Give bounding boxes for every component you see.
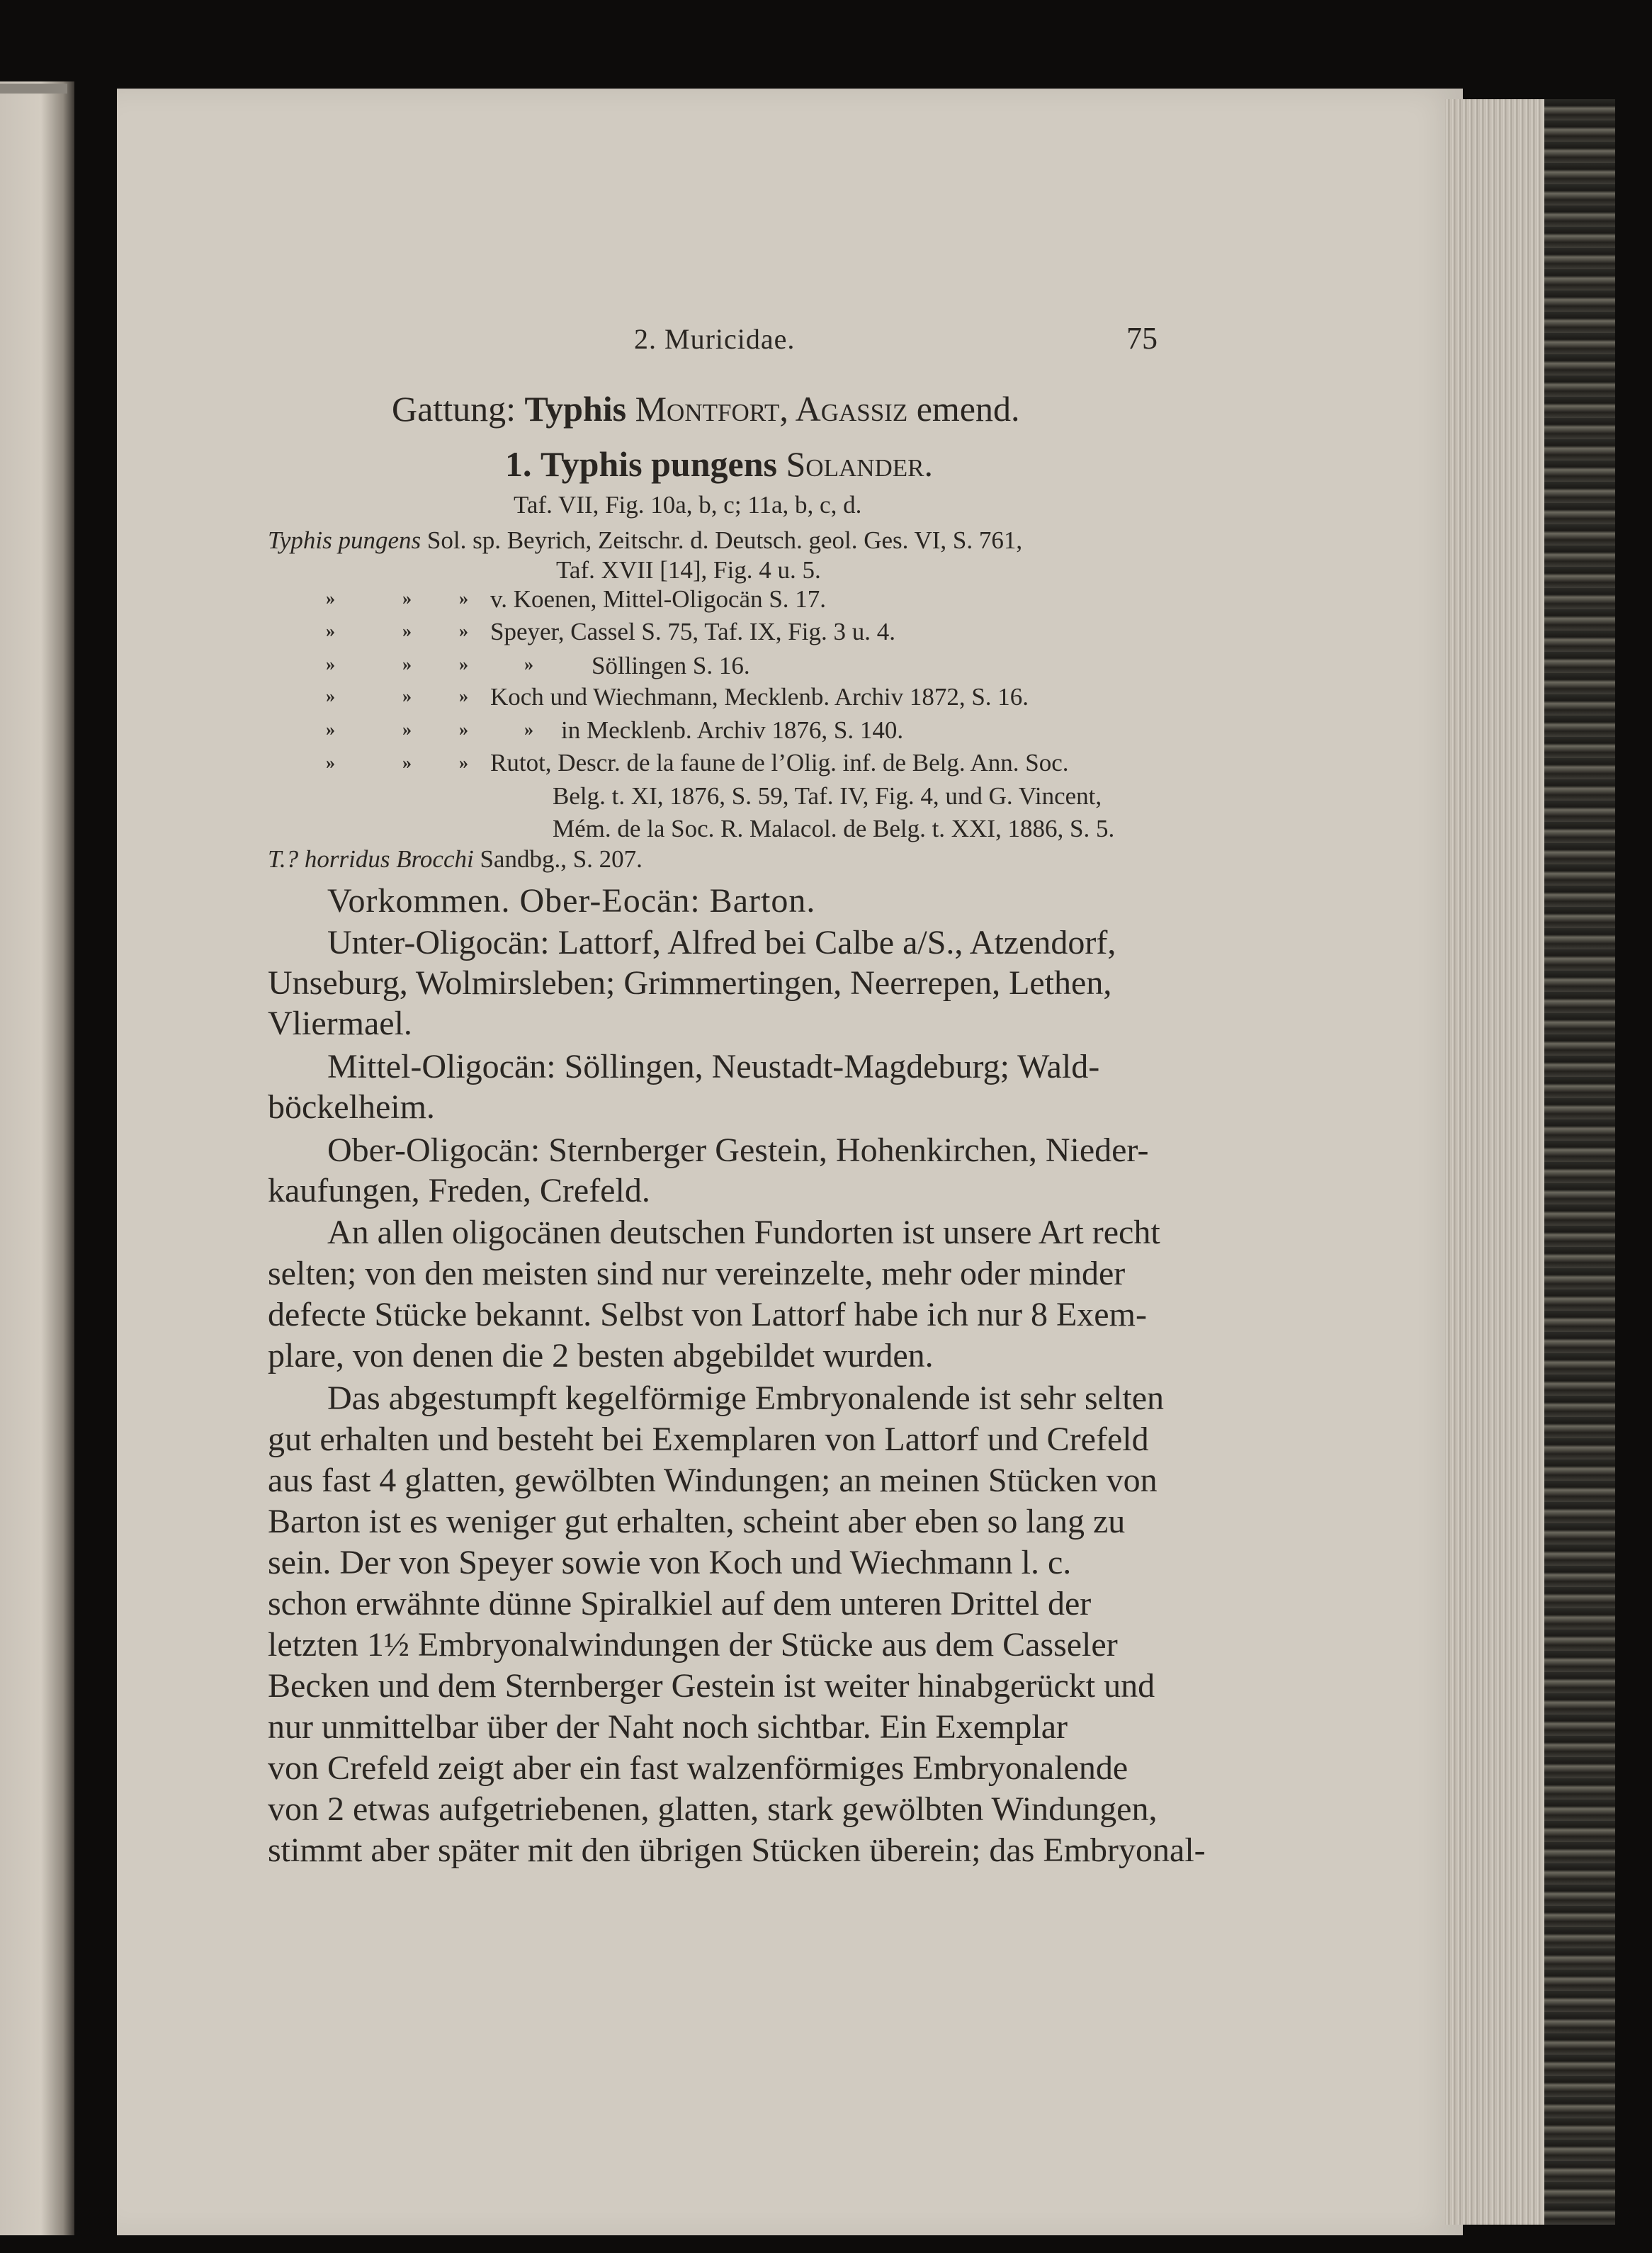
ditto-mark: » xyxy=(524,654,533,674)
body-line: aus fast 4 glatten, gewölbten Windungen; an meinen Stücken von xyxy=(268,1462,1158,1499)
body-line: von 2 etwas aufgetriebenen, glatten, stark gewölbten Windungen, xyxy=(268,1790,1158,1828)
genus-heading xyxy=(392,388,1020,429)
synonymy-entry: in Mecklenb. Archiv 1876, S. 140. xyxy=(561,716,904,744)
synonymy-entry xyxy=(268,526,1022,555)
left-page-edge xyxy=(0,81,74,2235)
synonymy-continuation: Mém. de la Soc. R. Malacol. de Belg. t. XXI, 1886, S. 5. xyxy=(553,815,1115,842)
body-line: Vorkommen. Ober-Eocän: Barton. xyxy=(327,882,816,920)
ditto-mark: » xyxy=(459,686,468,706)
body-line: selten; von den meisten sind nur vereinzelte, mehr oder minder xyxy=(268,1255,1126,1292)
ditto-mark: » xyxy=(326,654,335,674)
ditto-mark: » xyxy=(326,719,335,740)
body-line: Vliermael. xyxy=(268,1005,412,1042)
ditto-mark: » xyxy=(459,654,468,674)
body-line: An allen oligocänen deutschen Fundorten ist unsere Art recht xyxy=(327,1214,1160,1251)
plate-reference: Taf. VII, Fig. 10a, b, c; 11a, b, c, d. xyxy=(514,491,862,519)
body-line: nur unmittelbar über der Naht noch sichtbar. Ein Exemplar xyxy=(268,1708,1068,1746)
body-line: Ober-Oligocän: Sternberger Gestein, Hohenkirchen, Nieder- xyxy=(327,1131,1149,1169)
taxon-name: T.? horridus Brocchi xyxy=(268,845,474,873)
body-line: Mittel-Oligocän: Söllingen, Neustadt-Magdeburg; Wald- xyxy=(327,1048,1100,1085)
genus-prefix: Gattung: xyxy=(392,389,516,429)
ditto-mark: » xyxy=(402,752,412,773)
body-line: böckelheim. xyxy=(268,1088,435,1126)
species-number: 1. xyxy=(505,444,532,484)
ditto-mark: » xyxy=(402,588,412,609)
body-line: von Crefeld zeigt aber ein fast walzenförmiges Embryonalende xyxy=(268,1749,1128,1787)
synonymy-entry: Söllingen S. 16. xyxy=(592,652,750,679)
left-page-top-strip xyxy=(0,84,67,94)
genus-suffix: emend. xyxy=(916,389,1020,429)
body-line: kaufungen, Freden, Crefeld. xyxy=(268,1172,650,1209)
ditto-mark: » xyxy=(459,621,468,641)
ditto-mark: » xyxy=(326,686,335,706)
citation: Sandbg., S. 207. xyxy=(480,845,643,873)
body-line: plare, von denen die 2 besten abgebildet wurden. xyxy=(268,1337,934,1374)
ditto-mark: » xyxy=(459,719,468,740)
ditto-mark: » xyxy=(524,719,533,740)
species-heading xyxy=(505,444,933,485)
synonymy-entry: v. Koenen, Mittel-Oligocän S. 17. xyxy=(490,585,827,613)
ditto-mark: » xyxy=(326,621,335,641)
ditto-mark: » xyxy=(402,719,412,740)
ditto-mark: » xyxy=(459,588,468,609)
species-author: Solander. xyxy=(786,444,933,484)
body-line: defecte Stücke bekannt. Selbst von Lattorf habe ich nur 8 Exem- xyxy=(268,1296,1147,1333)
synonymy-continuation: Belg. t. XI, 1876, S. 59, Taf. IV, Fig. 4, und G. Vincent, xyxy=(553,782,1102,810)
body-line: letzten 1½ Embryonalwindungen der Stücke aus dem Casseler xyxy=(268,1626,1118,1664)
taxon-name: Typhis pungens xyxy=(268,526,422,554)
body-line: Barton ist es weniger gut erhalten, scheint aber eben so lang zu xyxy=(268,1503,1126,1540)
ditto-mark: » xyxy=(402,654,412,674)
body-line: stimmt aber später mit den übrigen Stücken überein; das Embryonal- xyxy=(268,1831,1206,1869)
body-line: Becken und dem Sternberger Gestein ist weiter hinabgerückt und xyxy=(268,1667,1155,1705)
ditto-mark: » xyxy=(326,588,335,609)
synonymy-entry: Koch und Wiechmann, Mecklenb. Archiv 1872, S. 16. xyxy=(490,683,1029,711)
book-cover-edge xyxy=(1544,99,1615,2225)
body-line: Unseburg, Wolmirsleben; Grimmertingen, Neerrepen, Lethen, xyxy=(268,964,1112,1002)
page-number: 75 xyxy=(1126,321,1158,356)
synonymy-entry: Rutot, Descr. de la faune de l’Olig. inf. de Belg. Ann. Soc. xyxy=(490,749,1069,777)
body-line: sein. Der von Speyer sowie von Koch und Wiechmann l. c. xyxy=(268,1544,1072,1581)
body-line: Das abgestumpft kegelförmige Embryonalende ist sehr selten xyxy=(327,1379,1164,1417)
genus-name: Typhis xyxy=(524,389,627,429)
ditto-mark: » xyxy=(326,752,335,773)
synonymy-entry: Speyer, Cassel S. 75, Taf. IX, Fig. 3 u. 4. xyxy=(490,618,895,645)
synonymy-entry xyxy=(268,845,643,874)
synonymy-continuation: Taf. XVII [14], Fig. 4 u. 5. xyxy=(556,556,821,584)
body-line: gut erhalten und besteht bei Exemplaren von Lattorf und Crefeld xyxy=(268,1421,1149,1458)
ditto-mark: » xyxy=(459,752,468,773)
running-header: 2. Muricidae. xyxy=(634,323,796,355)
species-name: Typhis pungens xyxy=(541,444,777,484)
body-line: Unter-Oligocän: Lattorf, Alfred bei Calbe a/S., Atzendorf, xyxy=(327,924,1116,961)
body-line: schon erwähnte dünne Spiralkiel auf dem unteren Drittel der xyxy=(268,1585,1092,1622)
genus-authors: Montfort, Agassiz xyxy=(635,389,908,429)
citation: Sol. sp. Beyrich, Zeitschr. d. Deutsch. geol. Ges. VI, S. 761, xyxy=(426,526,1023,554)
ditto-mark: » xyxy=(402,686,412,706)
ditto-mark: » xyxy=(402,621,412,641)
